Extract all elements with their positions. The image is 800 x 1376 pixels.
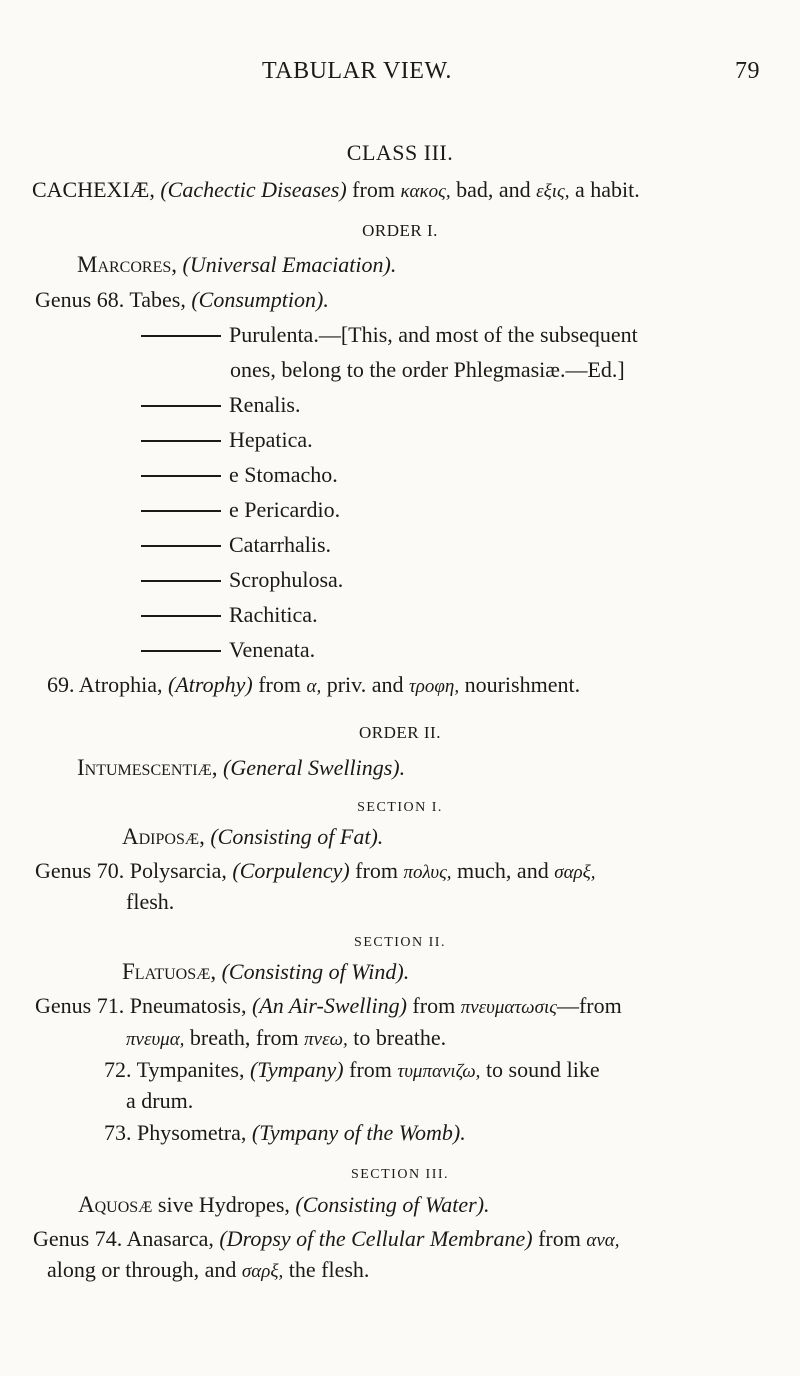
section-name: Aquosæ bbox=[78, 1192, 153, 1217]
species-line bbox=[141, 392, 301, 418]
species-name: Purulenta.—[This, and most of the subsequent bbox=[229, 322, 638, 347]
text: from bbox=[258, 672, 301, 697]
genus-name: Pneumatosis, bbox=[129, 993, 247, 1018]
dash-rule bbox=[141, 440, 221, 442]
greek-word: πνευμα, bbox=[126, 1029, 185, 1050]
text: much, and bbox=[457, 858, 549, 883]
class-heading: CLASS III. bbox=[346, 140, 454, 165]
class-definition bbox=[32, 177, 640, 205]
greek-word: πνεω, bbox=[304, 1029, 348, 1050]
species-name: Venenata. bbox=[229, 637, 316, 662]
section-name: Flatuosæ, bbox=[122, 959, 217, 984]
species-continuation: ones, belong to the order Phlegmasiæ.—Ed.] bbox=[230, 357, 625, 382]
species-name: Scrophulosa. bbox=[229, 567, 344, 592]
section-gloss: (Consisting of Fat). bbox=[210, 824, 384, 849]
dash-rule bbox=[141, 580, 221, 582]
text: from bbox=[349, 1057, 392, 1082]
greek-word: σαρξ, bbox=[554, 862, 596, 883]
text: along or through, and bbox=[47, 1257, 237, 1282]
text: from bbox=[538, 1226, 581, 1251]
text: bad, and bbox=[456, 177, 531, 202]
genus-line bbox=[35, 287, 329, 313]
species-line bbox=[141, 567, 343, 593]
order-gloss: (Universal Emaciation). bbox=[182, 252, 397, 277]
genus-name: Polysarcia, bbox=[129, 858, 227, 883]
genus-continuation bbox=[126, 1025, 446, 1053]
species-name: Renalis. bbox=[229, 392, 301, 417]
species-name: Rachitica. bbox=[229, 602, 318, 627]
dash-rule bbox=[141, 650, 221, 652]
genus-gloss: (Consumption). bbox=[191, 287, 329, 312]
genus-gloss: (Corpulency) bbox=[232, 858, 350, 883]
species-line bbox=[141, 602, 318, 628]
order-name-line bbox=[77, 252, 396, 278]
genus-gloss: (Atrophy) bbox=[168, 672, 253, 697]
section-name: Adiposæ, bbox=[122, 824, 205, 849]
text: sive Hydropes, bbox=[157, 1192, 290, 1217]
species-line bbox=[141, 462, 338, 488]
genus-label: Genus 71. bbox=[35, 993, 125, 1018]
genus-label: 73. bbox=[104, 1120, 132, 1145]
dash-rule bbox=[141, 615, 221, 617]
genus-label: Genus 70. bbox=[35, 858, 125, 883]
species-line bbox=[141, 532, 331, 558]
order-gloss: (General Swellings). bbox=[223, 755, 406, 780]
text: priv. and bbox=[326, 672, 404, 697]
genus-name: Atrophia, bbox=[78, 672, 163, 697]
genus-line bbox=[104, 1120, 466, 1146]
text: breath, from bbox=[189, 1025, 299, 1050]
text: the flesh. bbox=[288, 1257, 370, 1282]
dash-rule bbox=[141, 405, 221, 407]
text: from bbox=[355, 858, 398, 883]
page-number: 79 bbox=[735, 58, 760, 84]
text: from bbox=[352, 177, 395, 202]
section-name-line bbox=[78, 1192, 490, 1218]
species-line bbox=[141, 497, 340, 523]
order-heading: ORDER II. bbox=[359, 723, 441, 742]
greek-word: εξις, bbox=[536, 181, 570, 202]
species-name: Catarrhalis. bbox=[229, 532, 332, 557]
species-line bbox=[141, 637, 315, 663]
genus-line bbox=[47, 672, 580, 700]
genus-name: Tabes, bbox=[129, 287, 186, 312]
text: from bbox=[412, 993, 456, 1018]
text: to breathe. bbox=[353, 1025, 447, 1050]
order-name: Marcores, bbox=[77, 252, 177, 277]
greek-word: πολυς, bbox=[403, 862, 452, 883]
class-gloss: (Cachectic Diseases) bbox=[160, 177, 347, 202]
section-name-line bbox=[122, 959, 409, 985]
genus-gloss: (Dropsy of the Cellular Membrane) bbox=[219, 1226, 533, 1251]
greek-word: πνευματωσις bbox=[460, 997, 557, 1018]
text: —from bbox=[556, 993, 622, 1018]
genus-label: 72. bbox=[104, 1057, 132, 1082]
section-heading: SECTION I. bbox=[357, 800, 443, 815]
genus-continuation: flesh. bbox=[126, 889, 175, 914]
genus-line bbox=[35, 993, 622, 1021]
order-heading: ORDER I. bbox=[362, 221, 438, 240]
genus-name: Anasarca, bbox=[126, 1226, 214, 1251]
genus-gloss: (Tympany) bbox=[249, 1057, 344, 1082]
order-name: Intumescentiæ, bbox=[77, 755, 218, 780]
species-line bbox=[141, 322, 638, 348]
dash-rule bbox=[141, 475, 221, 477]
genus-line bbox=[104, 1057, 600, 1085]
greek-word: α, bbox=[306, 676, 322, 697]
section-gloss: (Consisting of Wind). bbox=[221, 959, 410, 984]
section-heading: SECTION III. bbox=[350, 1167, 450, 1182]
genus-name: Tympanites, bbox=[136, 1057, 245, 1082]
greek-word: τυμπανιζω, bbox=[397, 1061, 481, 1082]
genus-label: 69. bbox=[47, 672, 75, 697]
genus-continuation: a drum. bbox=[126, 1088, 194, 1113]
text: a habit. bbox=[575, 177, 640, 202]
greek-word: σαρξ, bbox=[241, 1261, 284, 1282]
greek-word: κακος, bbox=[400, 181, 451, 202]
species-name: e Pericardio. bbox=[229, 497, 341, 522]
species-line bbox=[141, 427, 313, 453]
greek-word: τροφη, bbox=[409, 676, 460, 697]
greek-word: ανα, bbox=[586, 1230, 620, 1251]
genus-label: Genus 74. bbox=[33, 1226, 123, 1251]
text: nourishment. bbox=[464, 672, 581, 697]
genus-name: Physometra, bbox=[137, 1120, 247, 1145]
order-name-line bbox=[77, 755, 405, 781]
section-name-line bbox=[122, 824, 383, 850]
genus-line bbox=[33, 1226, 620, 1254]
genus-gloss: (An Air-Swelling) bbox=[251, 993, 407, 1018]
species-name: e Stomacho. bbox=[229, 462, 338, 487]
class-name: CACHEXIÆ, bbox=[32, 177, 155, 202]
dash-rule bbox=[141, 510, 221, 512]
text: to sound like bbox=[485, 1057, 600, 1082]
dash-rule bbox=[141, 545, 221, 547]
section-heading: SECTION II. bbox=[354, 935, 446, 950]
running-title: TABULAR VIEW. bbox=[262, 58, 452, 84]
genus-line bbox=[35, 858, 596, 886]
genus-gloss: (Tympany of the Womb). bbox=[251, 1120, 466, 1145]
section-gloss: (Consisting of Water). bbox=[295, 1192, 490, 1217]
genus-continuation bbox=[47, 1257, 369, 1285]
dash-rule bbox=[141, 335, 221, 337]
species-name: Hepatica. bbox=[229, 427, 313, 452]
genus-label: Genus 68. bbox=[35, 287, 125, 312]
